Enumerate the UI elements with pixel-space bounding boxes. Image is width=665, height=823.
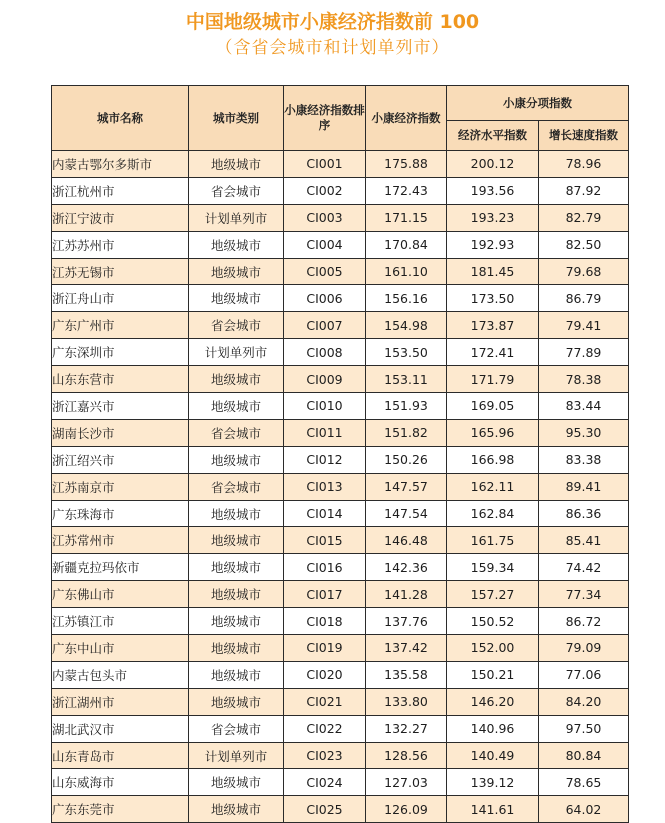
cell-city-name: 江苏南京市 [52,473,189,500]
cell-growth-index: 79.09 [539,635,629,662]
cell-growth-index: 97.50 [539,715,629,742]
table-row [52,581,629,608]
cell-growth-index: 79.68 [539,258,629,285]
cell-index-rank: CI025 [284,796,366,823]
cell-level-index: 192.93 [447,231,539,258]
cell-growth-index: 86.36 [539,500,629,527]
cell-index: 172.43 [366,177,447,204]
table-row [52,796,629,823]
table-row [52,473,629,500]
cell-growth-index: 80.84 [539,742,629,769]
cell-growth-index: 83.38 [539,446,629,473]
cell-growth-index: 85.41 [539,527,629,554]
cell-index-rank: CI009 [284,366,366,393]
cell-index: 147.54 [366,500,447,527]
cell-city-type: 计划单列市 [189,204,284,231]
cell-city-type: 地级城市 [189,231,284,258]
cell-index-rank: CI020 [284,661,366,688]
cell-index-rank: CI019 [284,635,366,662]
cell-index: 161.10 [366,258,447,285]
cell-city-name: 浙江宁波市 [52,204,189,231]
table-row [52,393,629,420]
table-row [52,366,629,393]
table-row [52,204,629,231]
cell-index: 175.88 [366,151,447,178]
cell-city-name: 浙江舟山市 [52,285,189,312]
cell-index-rank: CI013 [284,473,366,500]
cell-level-index: 152.00 [447,635,539,662]
cell-level-index: 193.23 [447,204,539,231]
table-row [52,527,629,554]
ranking-table [51,85,629,823]
cell-index: 156.16 [366,285,447,312]
cell-level-index: 150.21 [447,661,539,688]
cell-city-type: 省会城市 [189,419,284,446]
cell-index: 135.58 [366,661,447,688]
cell-city-name: 湖南长沙市 [52,419,189,446]
table-row [52,554,629,581]
table-row [52,608,629,635]
cell-index: 150.26 [366,446,447,473]
cell-level-index: 162.11 [447,473,539,500]
cell-city-name: 广东东莞市 [52,796,189,823]
cell-index-rank: CI017 [284,581,366,608]
cell-index: 171.15 [366,204,447,231]
table-row [52,661,629,688]
cell-index: 154.98 [366,312,447,339]
cell-level-index: 181.45 [447,258,539,285]
cell-index-rank: CI011 [284,419,366,446]
cell-city-type: 地级城市 [189,796,284,823]
cell-growth-index: 95.30 [539,419,629,446]
cell-index: 128.56 [366,742,447,769]
cell-level-index: 165.96 [447,419,539,446]
cell-index-rank: CI004 [284,231,366,258]
cell-city-name: 广东佛山市 [52,581,189,608]
cell-index: 133.80 [366,688,447,715]
cell-city-name: 江苏常州市 [52,527,189,554]
cell-city-type: 地级城市 [189,608,284,635]
cell-level-index: 150.52 [447,608,539,635]
cell-index-rank: CI007 [284,312,366,339]
cell-city-name: 江苏苏州市 [52,231,189,258]
cell-level-index: 200.12 [447,151,539,178]
cell-city-name: 浙江绍兴市 [52,446,189,473]
cell-growth-index: 82.50 [539,231,629,258]
cell-index: 153.11 [366,366,447,393]
cell-city-type: 地级城市 [189,769,284,796]
cell-city-name: 内蒙古包头市 [52,661,189,688]
header-growth-index: 增长速度指数 [539,121,629,151]
cell-index: 132.27 [366,715,447,742]
cell-index-rank: CI021 [284,688,366,715]
cell-index-rank: CI010 [284,393,366,420]
cell-level-index: 139.12 [447,769,539,796]
table-row [52,258,629,285]
table-row [52,231,629,258]
cell-city-type: 计划单列市 [189,339,284,366]
cell-city-type: 地级城市 [189,258,284,285]
cell-growth-index: 78.96 [539,151,629,178]
cell-city-type: 地级城市 [189,688,284,715]
cell-index-rank: CI006 [284,285,366,312]
cell-growth-index: 77.34 [539,581,629,608]
cell-city-type: 地级城市 [189,527,284,554]
header-sub-index: 小康分项指数 [447,86,629,121]
cell-level-index: 162.84 [447,500,539,527]
table-row [52,742,629,769]
page-subtitle: （含省会城市和计划单列市） [215,38,450,58]
table-row [52,177,629,204]
cell-index: 142.36 [366,554,447,581]
cell-city-type: 地级城市 [189,500,284,527]
cell-city-type: 计划单列市 [189,742,284,769]
cell-index: 170.84 [366,231,447,258]
table-row [52,500,629,527]
header-city-type: 城市类别 [189,86,284,151]
cell-index-rank: CI018 [284,608,366,635]
cell-index-rank: CI003 [284,204,366,231]
cell-city-name: 浙江嘉兴市 [52,393,189,420]
cell-level-index: 159.34 [447,554,539,581]
cell-level-index: 171.79 [447,366,539,393]
cell-city-type: 省会城市 [189,177,284,204]
cell-index-rank: CI012 [284,446,366,473]
cell-city-name: 湖北武汉市 [52,715,189,742]
cell-city-name: 新疆克拉玛依市 [52,554,189,581]
cell-growth-index: 84.20 [539,688,629,715]
cell-city-type: 地级城市 [189,366,284,393]
table-row [52,769,629,796]
cell-city-type: 地级城市 [189,151,284,178]
header-city-name: 城市名称 [52,86,189,151]
cell-index-rank: CI024 [284,769,366,796]
cell-level-index: 169.05 [447,393,539,420]
cell-growth-index: 78.65 [539,769,629,796]
cell-city-type: 地级城市 [189,554,284,581]
cell-city-type: 地级城市 [189,661,284,688]
cell-index-rank: CI005 [284,258,366,285]
cell-level-index: 140.96 [447,715,539,742]
table-row [52,312,629,339]
cell-growth-index: 74.42 [539,554,629,581]
cell-city-name: 江苏镇江市 [52,608,189,635]
cell-index: 137.76 [366,608,447,635]
cell-level-index: 173.50 [447,285,539,312]
cell-growth-index: 86.72 [539,608,629,635]
cell-level-index: 173.87 [447,312,539,339]
cell-city-name: 内蒙古鄂尔多斯市 [52,151,189,178]
cell-growth-index: 89.41 [539,473,629,500]
cell-city-name: 浙江杭州市 [52,177,189,204]
cell-growth-index: 82.79 [539,204,629,231]
cell-index: 151.82 [366,419,447,446]
cell-level-index: 146.20 [447,688,539,715]
cell-level-index: 157.27 [447,581,539,608]
cell-level-index: 140.49 [447,742,539,769]
cell-city-type: 地级城市 [189,446,284,473]
cell-level-index: 161.75 [447,527,539,554]
cell-city-name: 江苏无锡市 [52,258,189,285]
header-level-index: 经济水平指数 [447,121,539,151]
cell-index-rank: CI014 [284,500,366,527]
cell-index: 141.28 [366,581,447,608]
cell-index: 146.48 [366,527,447,554]
cell-level-index: 141.61 [447,796,539,823]
cell-index: 153.50 [366,339,447,366]
cell-growth-index: 77.06 [539,661,629,688]
cell-city-type: 地级城市 [189,635,284,662]
cell-index-rank: CI002 [284,177,366,204]
cell-growth-index: 86.79 [539,285,629,312]
table-row [52,339,629,366]
cell-city-type: 省会城市 [189,473,284,500]
cell-index-rank: CI016 [284,554,366,581]
cell-growth-index: 78.38 [539,366,629,393]
cell-index-rank: CI023 [284,742,366,769]
cell-index: 147.57 [366,473,447,500]
table-row [52,688,629,715]
cell-city-name: 广东深圳市 [52,339,189,366]
cell-city-type: 省会城市 [189,312,284,339]
cell-city-type: 地级城市 [189,285,284,312]
table-row [52,151,629,178]
cell-index-rank: CI015 [284,527,366,554]
cell-city-name: 广东中山市 [52,635,189,662]
cell-growth-index: 64.02 [539,796,629,823]
cell-index: 127.03 [366,769,447,796]
header-index-rank: 小康经济指数排序 [284,86,366,151]
table-row [52,715,629,742]
cell-growth-index: 87.92 [539,177,629,204]
cell-index-rank: CI001 [284,151,366,178]
table-body [52,151,629,823]
cell-index: 137.42 [366,635,447,662]
cell-index-rank: CI022 [284,715,366,742]
cell-city-name: 山东威海市 [52,769,189,796]
cell-city-type: 地级城市 [189,393,284,420]
header-index: 小康经济指数 [366,86,447,151]
table-row [52,285,629,312]
table-row [52,635,629,662]
table-row [52,446,629,473]
cell-city-name: 山东青岛市 [52,742,189,769]
cell-level-index: 172.41 [447,339,539,366]
cell-city-name: 山东东营市 [52,366,189,393]
cell-level-index: 193.56 [447,177,539,204]
cell-growth-index: 79.41 [539,312,629,339]
cell-city-name: 广东广州市 [52,312,189,339]
cell-city-name: 浙江湖州市 [52,688,189,715]
cell-growth-index: 83.44 [539,393,629,420]
cell-city-type: 地级城市 [189,581,284,608]
cell-level-index: 166.98 [447,446,539,473]
cell-index: 126.09 [366,796,447,823]
cell-index-rank: CI008 [284,339,366,366]
page-title: 中国地级城市小康经济指数前 100 [185,11,480,33]
cell-city-name: 广东珠海市 [52,500,189,527]
cell-index: 151.93 [366,393,447,420]
cell-growth-index: 77.89 [539,339,629,366]
cell-city-type: 省会城市 [189,715,284,742]
table-row [52,419,629,446]
